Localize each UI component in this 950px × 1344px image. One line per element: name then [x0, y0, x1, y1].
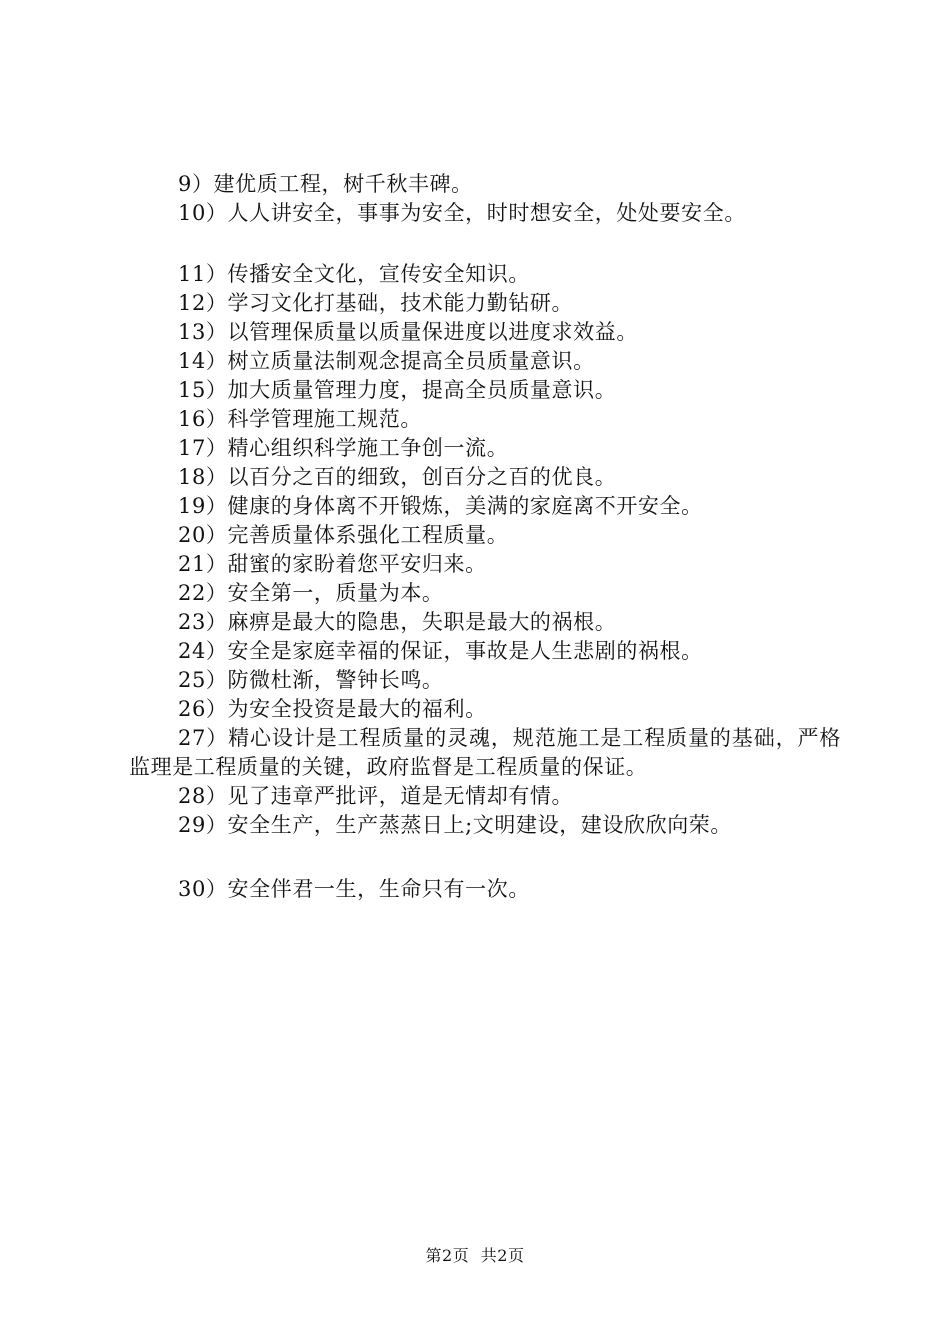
list-item: 9）建优质工程，树千秋丰碑。 — [178, 172, 473, 196]
list-item: 12）学习文化打基础，技术能力勤钻研。 — [178, 291, 574, 315]
paragraph-gap — [129, 228, 849, 260]
list-item: 15）加大质量管理力度，提高全员质量意识。 — [178, 378, 617, 402]
list-item: 14）树立质量法制观念提高全员质量意识。 — [178, 349, 595, 373]
list-item: 22）安全第一，质量为本。 — [178, 581, 444, 605]
page-footer — [0, 1243, 950, 1266]
list-item: 18）以百分之百的细致，创百分之百的优良。 — [178, 465, 617, 489]
list-item: 24）安全是家庭幸福的保证，事故是人生悲剧的祸根。 — [178, 639, 703, 663]
list-item-multiline: 27）精心设计是工程质量的灵魂，规范施工是工程质量的基础，严格监理是工程质量的关键，政府监督是工程质量的保证。 — [129, 726, 841, 779]
list-item: 21）甜蜜的家盼着您平安归来。 — [178, 552, 487, 576]
slogan-list — [129, 170, 849, 904]
list-item: 30）安全伴君一生，生命只有一次。 — [178, 877, 530, 901]
paragraph-gap — [129, 840, 849, 875]
list-item: 29）安全生产，生产蒸蒸日上;文明建设，建设欣欣向荣。 — [178, 813, 732, 837]
list-item: 16）科学管理施工规范。 — [178, 407, 422, 431]
list-item: 28）见了违章严批评，道是无情却有情。 — [178, 784, 574, 808]
list-item: 20）完善质量体系强化工程质量。 — [178, 523, 509, 547]
list-item: 10）人人讲安全，事事为安全，时时想安全，处处要安全。 — [178, 201, 746, 225]
list-item: 17）精心组织科学施工争创一流。 — [178, 436, 509, 460]
list-item: 26）为安全投资是最大的福利。 — [178, 697, 487, 721]
page-total: 共2页 — [480, 1246, 525, 1265]
list-item: 19）健康的身体离不开锻炼，美满的家庭离不开安全。 — [178, 494, 703, 518]
page-number: 第2页 — [425, 1246, 470, 1265]
list-item: 25）防微杜渐，警钟长鸣。 — [178, 668, 444, 692]
list-item: 23）麻痹是最大的隐患，失职是最大的祸根。 — [178, 610, 617, 634]
list-item: 11）传播安全文化，宣传安全知识。 — [178, 262, 530, 286]
list-item: 13）以管理保质量以质量保进度以进度求效益。 — [178, 320, 638, 344]
